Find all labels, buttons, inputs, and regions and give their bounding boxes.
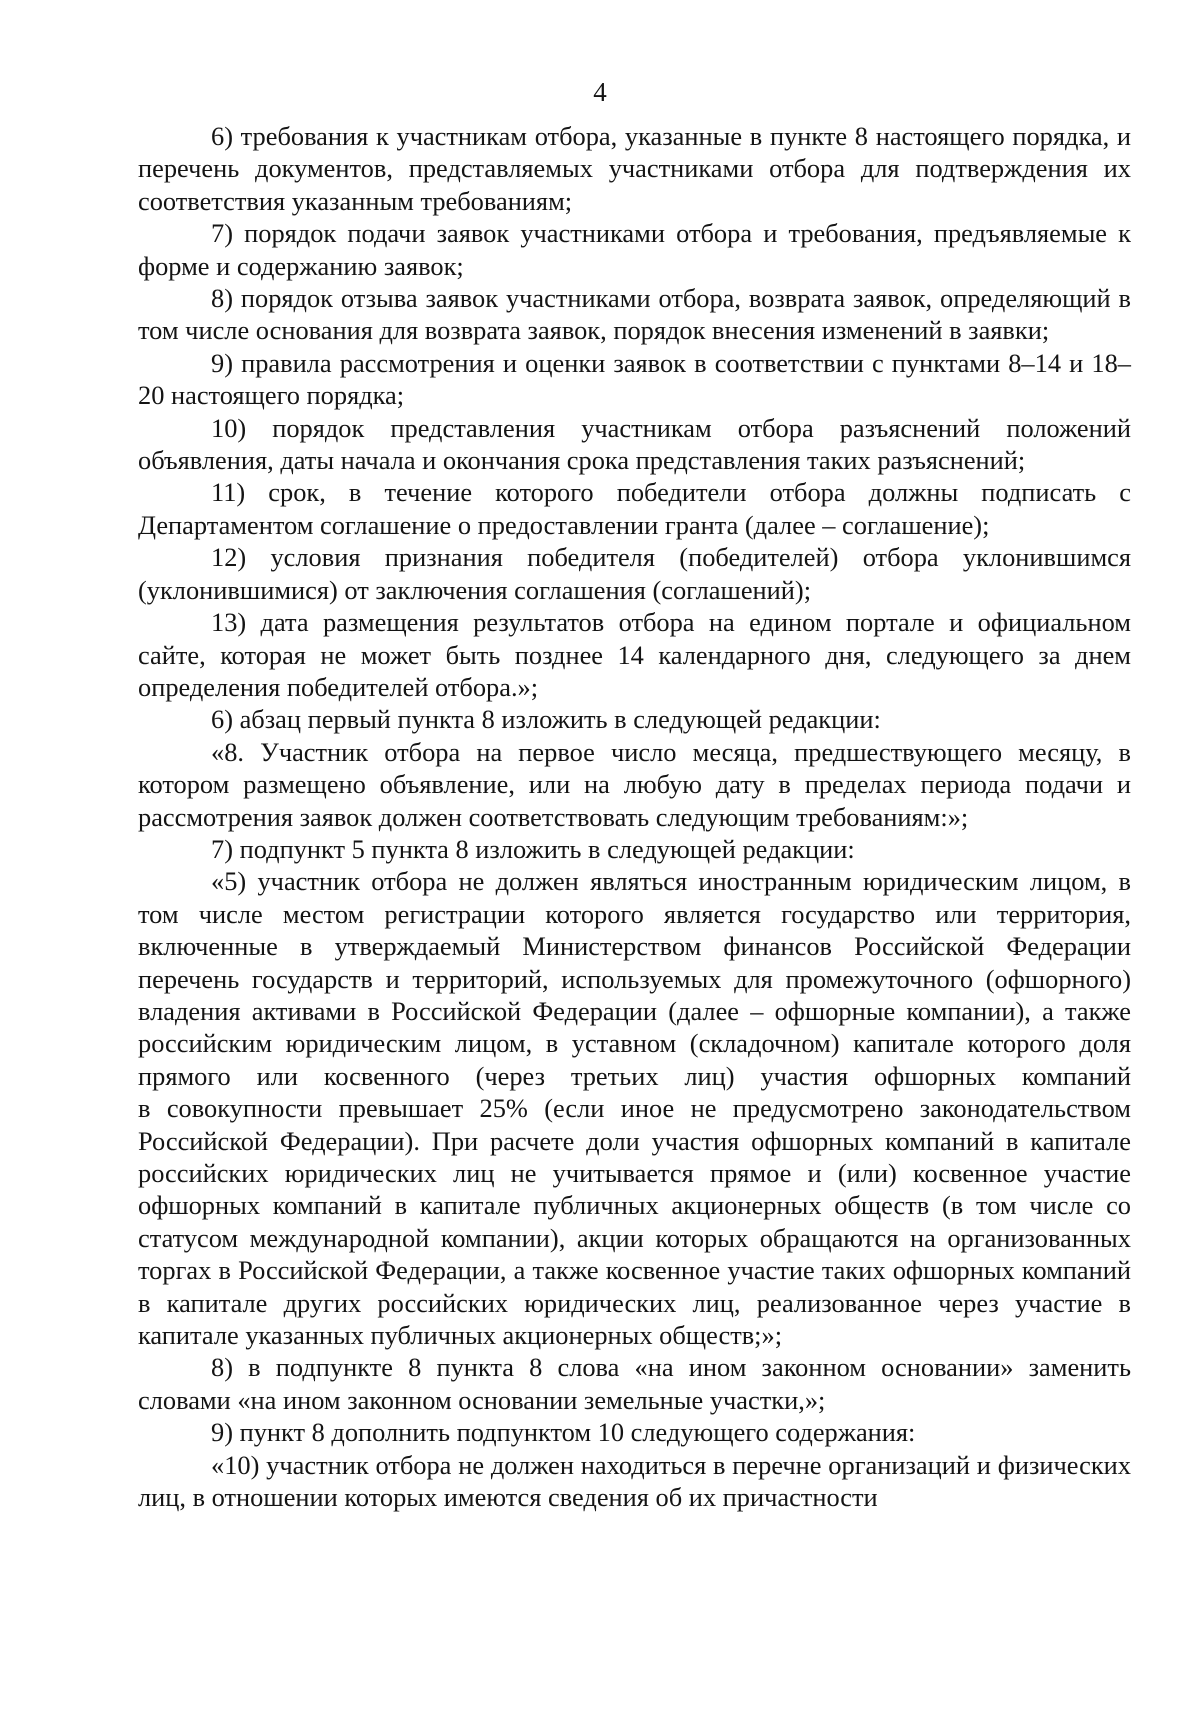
- paragraph-item-12-evasion-conditions: 12) условия признания победителя (победителей) отбора уклонившимся (уклонившимися) от заключения соглашения (соглашений);: [138, 542, 1131, 605]
- paragraph-item-9-review-rules: 9) правила рассмотрения и оценки заявок в соответствии с пунктами 8–14 и 18–20 настоящего порядка;: [138, 347, 1131, 411]
- paragraph-item-11-signing-term: 11) срок, в течение которого победители отбора должны подписать с Департаментом соглашение о предоставлении гранта (далее – соглашение);: [138, 477, 1131, 540]
- paragraph-quote-subpoint-10: «10) участник отбора не должен находиться в перечне организаций и физических лиц, в отношении которых имеются сведения об их причастности: [138, 1449, 1131, 1513]
- paragraph-amendment-6: 6) абзац первый пункта 8 изложить в следующей редакции:: [211, 704, 881, 735]
- paragraph-quote-point-8: «8. Участник отбора на первое число месяца, предшествующего месяцу, в котором размещено объявление, или на любую дату в пределах периода подачи и рассмотрения заявок должен соответствовать следующим требованиям:»;: [138, 736, 1131, 832]
- paragraph-item-7-submission-order: 7) порядок подачи заявок участниками отбора и требования, предъявляемые к форме и содержанию заявок;: [138, 218, 1131, 281]
- paragraph-item-10-clarifications: 10) порядок представления участникам отбора разъяснений положений объявления, даты начала и окончания срока представления таких разъяснений;: [138, 412, 1131, 476]
- paragraph-item-6-requirements: 6) требования к участникам отбора, указанные в пункте 8 настоящего порядка, и перечень документов, представляемых участниками отбора для подтверждения их соответствия указанным требованиям;: [138, 121, 1131, 216]
- paragraph-amendment-8: 8) в подпункте 8 пункта 8 слова «на ином законном основании» заменить словами «на ином законном основании земельные участки,»;: [138, 1352, 1131, 1415]
- document-body: [138, 120, 1131, 1513]
- page-number: 4: [593, 77, 607, 107]
- paragraph-amendment-9: 9) пункт 8 дополнить подпунктом 10 следующего содержания:: [211, 1417, 916, 1448]
- paragraph-quote-subpoint-5: «5) участник отбора не должен являться иностранным юридическим лицом, в том числе местом регистрации которого является государство или территория, включенные в утверждаемый Министерством финансов Российской Федерации перечень государств и территорий, используемых для промежуточного (офшорного) владения активами в Российской Федерации (далее – офшорные компании), а также российским юридическим лицом, в уставном (складочном) капитале которого доля прямого или косвенного (через третьих лиц) участия офшорных компаний в совокупности превышает 25% (если иное не предусмотрено законодательством Российской Федерации). При расчете доли участия офшорных компаний в капитале российских юридических лиц не учитывается прямое и (или) косвенное участие офшорных компаний в капитале публичных акционерных обществ (в том числе со статусом международной компании), акции которых обращаются на организованных торгах в Российской Федерации, а также косвенное участие таких офшорных компаний в капитале других российских юридических лиц, реализованное через участие в капитале указанных публичных акционерных обществ;»;: [138, 866, 1131, 1351]
- paragraph-item-13-results-date: 13) дата размещения результатов отбора на едином портале и официальном сайте, которая не может быть позднее 14 календарного дня, следующего за днем определения победителей отбора.»;: [138, 607, 1131, 702]
- paragraph-item-8-withdrawal-order: 8) порядок отзыва заявок участниками отбора, возврата заявок, определяющий в том числе основания для возврата заявок, порядок внесения изменений в заявки;: [138, 283, 1131, 346]
- paragraph-amendment-7: 7) подпункт 5 пункта 8 изложить в следующей редакции:: [211, 833, 855, 864]
